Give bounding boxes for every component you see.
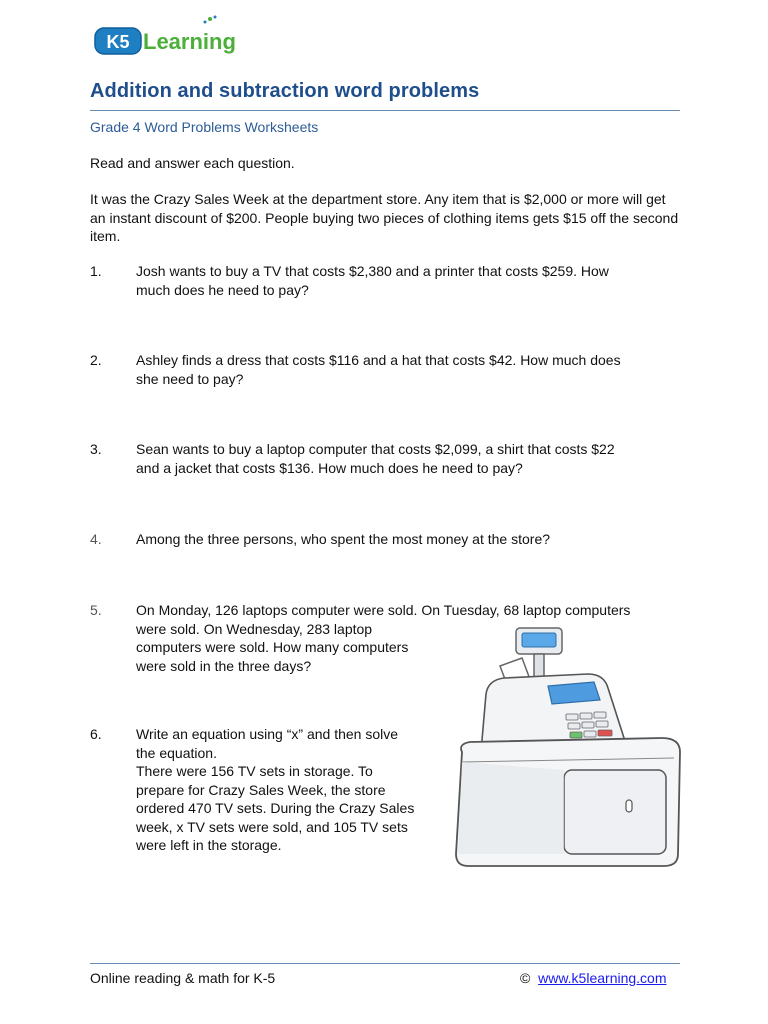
question-line: ordered 470 TV sets. During the Crazy Sales: [136, 800, 415, 816]
page-title: Addition and subtraction word problems: [90, 80, 480, 102]
question-line: Among the three persons, who spent the most money at the store?: [136, 531, 551, 547]
question-line: On Monday, 126 laptops computer were sold. On Tuesday, 68 laptop computers: [136, 602, 631, 618]
question-line: were sold. On Wednesday, 283 laptop: [136, 620, 373, 637]
question-line: Ashley finds a dress that costs $116 and a hat that costs $42. How much does: [136, 352, 621, 368]
question-number: 4.: [90, 531, 102, 547]
footer-divider: [90, 963, 680, 964]
question-line: Write an equation using “x” and then solve: [136, 726, 399, 742]
svg-text:K5: K5: [106, 32, 130, 52]
question-number: 6.: [90, 726, 102, 742]
question-line: much does he need to pay?: [136, 281, 309, 298]
k5-learning-logo: [93, 14, 263, 58]
k5-logo-icon: [93, 14, 263, 58]
question-line: Sean wants to buy a laptop computer that costs $2,099, a shirt that costs $22: [136, 441, 615, 457]
question-line: week, x TV sets were sold, and 105 TV sets: [136, 818, 408, 835]
question-line: Josh wants to buy a TV that costs $2,380 and a printer that costs $259. How: [136, 263, 609, 279]
question-line: were sold in the three days?: [136, 657, 312, 674]
question-line: and a jacket that costs $136. How much does he need to pay?: [136, 459, 523, 476]
website-link[interactable]: www.k5learning.com: [538, 970, 667, 986]
question-line: computers were sold. How many computers: [136, 639, 409, 655]
cash-register-icon: [448, 622, 688, 872]
question-line: There were 156 TV sets in storage. To: [136, 763, 373, 779]
intro-paragraph: It was the Crazy Sales Week at the department store. Any item that is $2,000 or more will get an instant discount of $200. People buying two pieces of clothing items gets $15 off the second item.: [90, 191, 679, 244]
question-line: prepare for Crazy Sales Week, the store: [136, 781, 386, 798]
question-number: 3.: [90, 441, 102, 457]
footer-credit: [520, 970, 667, 986]
cash-register-illustration: [448, 622, 688, 872]
question-number: 1.: [90, 263, 102, 279]
question-line: were left in the storage.: [136, 837, 282, 853]
question-number: 2.: [90, 352, 102, 368]
question-number: 5.: [90, 602, 102, 618]
header-divider: [90, 110, 680, 111]
question-line: she need to pay?: [136, 370, 244, 387]
page-subtitle: Grade 4 Word Problems Worksheets: [90, 119, 319, 135]
copyright-symbol: ©: [520, 970, 531, 986]
footer-tagline: Online reading & math for K-5: [90, 970, 276, 986]
svg-text:Learning: Learning: [143, 29, 236, 54]
instructions: Read and answer each question.: [90, 155, 295, 171]
question-line: the equation.: [136, 744, 217, 761]
